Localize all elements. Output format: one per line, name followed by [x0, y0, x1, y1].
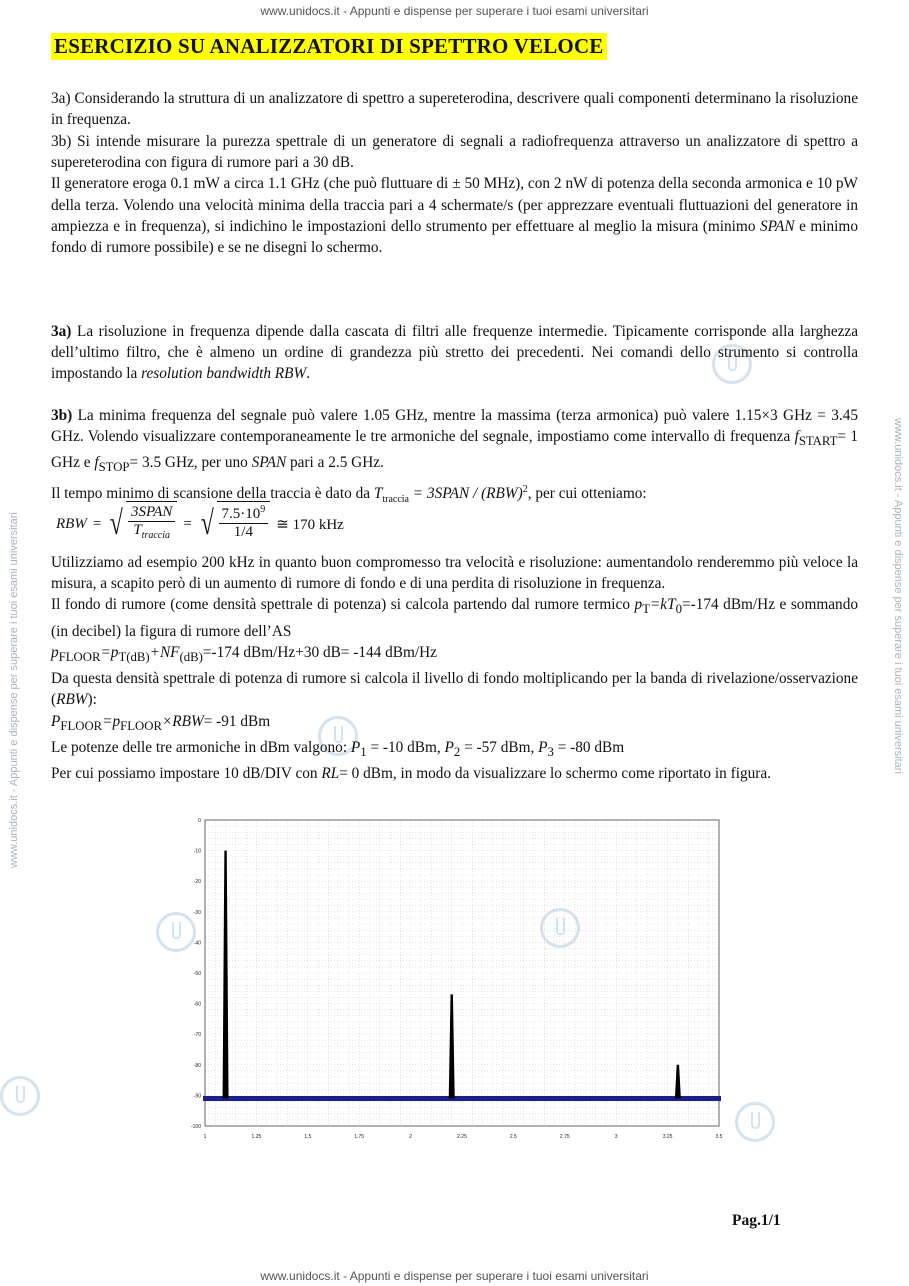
- p2-sub: 2: [453, 744, 461, 759]
- question-3b-line2: Il generatore eroga 0.1 mW a circa 1.1 GHz (che può fluttuare di ± 50 MHz), con 2 nW di potenza della seconda armonica e 10 pW della terza. Volendo una velocità minima della traccia pari a 4 schermate/s (per apprezzare eventuali fluttuazioni del generatore in ampiezza e in frequenza), si indichino le impostazioni dello strumento per effettuare al meglio la misura (minimo: [51, 175, 858, 235]
- answer-3a-label: 3a): [51, 323, 72, 340]
- formula-sqrt-1: [107, 501, 177, 547]
- scan-exponent: 2: [522, 483, 528, 495]
- scan-text-end: , per cui otteniamo:: [527, 484, 647, 502]
- settings-line: [51, 763, 858, 784]
- fstart-sub: START: [798, 434, 838, 449]
- watermark-bottom: www.unidocs.it - Appunti e dispense per superare i tuoi esami universitari: [260, 1269, 649, 1283]
- pfloor-line: [51, 642, 858, 668]
- pfloor-symbol: p: [51, 643, 59, 661]
- kt-symbol: =kT: [649, 596, 676, 614]
- formula-eq: =: [92, 515, 102, 532]
- formula-frac-2: [217, 501, 271, 547]
- pt-db-sub: T(dB): [118, 649, 150, 664]
- pfloor-density-symbol: =p: [102, 712, 121, 730]
- span-term: SPAN: [251, 454, 287, 472]
- answer-3b-text: La minima frequenza del segnale può valere 1.05 GHz, mentre la massima (terza armonica) può valere 1.15×3 GHz = 3.45 GHz. Volendo visualizzare contemporaneamente le tre armoniche del segnale, impostiamo come intervallo di frequenza: [51, 407, 858, 446]
- formula-num-1: 3SPAN: [128, 504, 175, 522]
- p3-sub: 3: [547, 744, 554, 759]
- page-title: ESERCIZIO SU ANALIZZATORI DI SPETTRO VELOCE: [51, 33, 607, 60]
- pfloor-density-sub: FLOOR: [120, 718, 162, 733]
- nf-sub: (dB): [179, 649, 203, 664]
- rbw-mult: ×RBW: [161, 712, 204, 730]
- answer-3a-italic: resolution bandwidth RBW: [141, 365, 307, 383]
- x-tick-label: 3.25: [662, 1134, 673, 1140]
- pfloor-sub: FLOOR: [58, 649, 101, 664]
- p1-sub: 1: [360, 744, 367, 759]
- x-tick-label: 1: [203, 1134, 207, 1140]
- answer-3b-continued: [51, 552, 858, 784]
- page-number: Pag.1/1: [732, 1212, 781, 1229]
- fstop-symbol: f: [94, 454, 99, 472]
- p3-value: = -80 dBm: [553, 738, 625, 756]
- ttraccia-sub: traccia: [382, 493, 409, 505]
- y-tick-label: -80: [193, 1062, 201, 1069]
- settings-text-end: = 0 dBm, in modo da visualizzare lo schermo come riportato in figura.: [339, 765, 771, 783]
- density-text-end: ):: [87, 691, 97, 709]
- question-3b-line2-end: e minimo fondo di rumore possibile) e se ne disegni lo schermo.: [51, 217, 858, 257]
- formula-den-1-sub: traccia: [141, 530, 170, 541]
- compromise-text: Utilizziamo ad esempio 200 kHz in quanto buon compromesso tra velocità e risoluzione: aumentandolo renderemmo più veloce la misura, a scapito però di un aumento di rumore di fondo e di una perdita di risoluzione in frequenza.: [51, 554, 858, 593]
- fstop-sub: STOP: [98, 460, 130, 475]
- x-tick-label: 1.75: [354, 1134, 365, 1140]
- harmonics-line: [51, 737, 858, 763]
- p3-symbol: P: [538, 738, 548, 756]
- watermark-right: www.unidocs.it - Appunti e dispense per superare i tuoi esami universitari: [892, 418, 904, 774]
- formula-frac-1: [126, 501, 177, 547]
- p2-value: = -57 dBm,: [460, 738, 539, 756]
- y-tick-label: -10: [193, 848, 201, 855]
- rbw-formula: [56, 497, 344, 551]
- formula-den-1: [133, 522, 170, 541]
- y-tick-label: -60: [193, 1001, 201, 1008]
- rbw-term: RBW: [56, 691, 88, 709]
- question-3a-text: 3a) Considerando la struttura di un analizzatore di spettro a supereterodina, descrivere quali componenti determinano la risoluzione in frequenza.: [51, 90, 858, 129]
- scan-text: Il tempo minimo di scansione della traccia è dato da: [51, 484, 374, 502]
- noise-text: Il fondo di rumore (come densità spettrale di potenza) si calcola partendo dal rumore termico: [51, 596, 635, 614]
- y-tick-label: -20: [193, 879, 201, 886]
- formula-num-2: [219, 504, 269, 524]
- x-tick-label: 3.5: [715, 1134, 723, 1140]
- scan-formula: = 3SPAN / (RBW): [408, 484, 523, 502]
- formula-result: ≅ 170 kHz: [276, 516, 344, 533]
- pfloor-total-value: = -91 dBm: [203, 712, 271, 730]
- watermark-logo-icon: [0, 1076, 40, 1116]
- y-tick-label: -90: [193, 1093, 201, 1100]
- formula-num-2-exp: 9: [260, 504, 266, 515]
- y-tick-label: -70: [193, 1032, 201, 1039]
- sqrt-icon: √: [110, 505, 124, 542]
- noise-line-1: [51, 594, 858, 641]
- y-tick-label: -50: [193, 971, 201, 977]
- y-tick-label: -30: [193, 909, 201, 916]
- formula-den-2: 1/4: [233, 524, 253, 540]
- formula-den-1-symbol: T: [133, 522, 142, 538]
- x-tick-label: 2.5: [509, 1134, 517, 1140]
- fstart-symbol: f: [794, 428, 799, 446]
- p1-symbol: P: [350, 738, 361, 756]
- sqrt-icon: √: [200, 505, 214, 542]
- x-tick-label: 2.25: [457, 1134, 467, 1140]
- formula-num-2-value: 7.5·10: [221, 506, 261, 522]
- ttraccia-symbol: T: [373, 484, 383, 502]
- answer-3b-label: 3b): [51, 407, 73, 424]
- question-3b-line1: 3b) Si intende misurare la purezza spettrale di un generatore di segnali a radiofrequenza attraverso un analizzatore di spettro a supereterodina con figura di rumore pari a 30 dB.: [51, 133, 858, 172]
- formula-eq-2: =: [183, 515, 192, 532]
- formula-sqrt-2: [198, 501, 270, 547]
- y-tick-label: 0: [198, 818, 201, 824]
- pt-db-symbol: =p: [100, 643, 119, 661]
- question-3a: [51, 88, 858, 130]
- answer-3a-end: .: [306, 365, 311, 383]
- pfloor-total-sub: FLOOR: [60, 718, 103, 733]
- answer-3b-text-b: = 1 GHz e: [51, 428, 858, 472]
- pt-symbol: p: [634, 596, 643, 614]
- density-text: Da questa densità spettrale di potenza di rumore si calcola il livello di fondo moltiplicando per la banda di rivelazione/osservazione (: [51, 670, 858, 709]
- y-tick-label: -40: [193, 940, 201, 947]
- x-tick-label: 1.25: [251, 1134, 262, 1140]
- harmonics-text: Le potenze delle tre armoniche in dBm valgono:: [51, 738, 351, 756]
- spectral-peak: [449, 994, 455, 1098]
- density-line: [51, 668, 858, 710]
- x-tick-label: 2.75: [559, 1134, 570, 1140]
- noise-text-end: =-174 dBm/Hz e sommando (in decibel) la figura di rumore dell’AS: [51, 596, 858, 640]
- rl-term: RL: [321, 765, 340, 783]
- kt-sub: 0: [675, 602, 682, 617]
- spectral-peak: [223, 851, 229, 1099]
- settings-text: Per cui possiamo impostare 10 dB/DIV con: [51, 765, 322, 783]
- answer-3b-text-c: = 3.5 GHz, per uno: [129, 454, 252, 472]
- span-term: SPAN: [759, 217, 795, 235]
- x-tick-label: 1.5: [304, 1134, 312, 1140]
- y-tick-label: -100: [190, 1124, 201, 1130]
- answer-3a-text: La risoluzione in frequenza dipende dalla cascata di filtri alle frequenze intermedie. Tipicamente corrisponde alla larghezza dell’ultimo filtro, che è almeno un ordine di grandezza più stretto dei precedenti. Nei comandi dello strumento si controlla impostando la: [51, 323, 858, 383]
- spectral-peak: [675, 1065, 681, 1099]
- formula-lhs: RBW: [56, 515, 87, 532]
- spectrum-chart: [170, 812, 730, 1142]
- x-tick-label: 3: [614, 1134, 618, 1140]
- pfloor-total-symbol: P: [51, 712, 61, 730]
- answer-3a: [51, 321, 858, 385]
- answer-3b-text-d: pari a 2.5 GHz.: [286, 454, 384, 472]
- watermark-left: www.unidocs.it - Appunti e dispense per superare i tuoi esami universitari: [8, 512, 20, 868]
- watermark-logo-icon: [735, 1102, 775, 1142]
- pt-sub: T: [642, 602, 650, 617]
- question-3b: [51, 131, 858, 258]
- pfloor-value: =-174 dBm/Hz+30 dB= -144 dBm/Hz: [202, 643, 437, 661]
- pfloor-total-line: [51, 711, 858, 737]
- watermark-top: www.unidocs.it - Appunti e dispense per superare i tuoi esami universitari: [260, 4, 649, 18]
- nf-symbol: +NF: [149, 643, 180, 661]
- answer-3b: [51, 405, 858, 510]
- x-tick-label: 2: [409, 1134, 412, 1140]
- p2-symbol: P: [444, 738, 454, 756]
- p1-value: = -10 dBm,: [366, 738, 445, 756]
